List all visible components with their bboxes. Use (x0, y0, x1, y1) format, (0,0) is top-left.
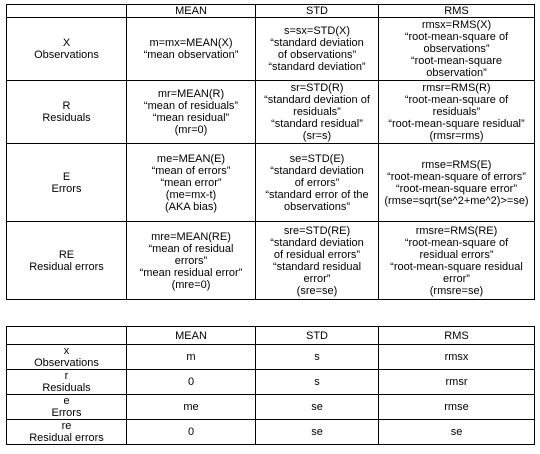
header-cell-std: STD (256, 5, 379, 18)
mean-cell: 0 (127, 420, 256, 445)
cell-line: error” (443, 272, 470, 285)
row-label-cell (7, 420, 127, 445)
cell-line: se=STD(E) (289, 152, 345, 165)
cell-line: (mr=0) (174, 124, 208, 136)
cell-line: observations” (283, 200, 351, 213)
row-symbol: E (62, 170, 71, 183)
row-symbol: RE (58, 248, 75, 261)
row-symbol: X (62, 37, 71, 49)
row-symbol: e (63, 395, 70, 407)
row-label-cell (7, 18, 127, 81)
definitions-table (6, 4, 535, 300)
cell-line: sre=STD(RE) (283, 224, 351, 237)
cell-line: rmsx=RMS(X) (421, 19, 492, 31)
cell-line: rmsre=RMS(RE) (415, 224, 498, 237)
cell-line: “standard error of the (265, 188, 369, 201)
row-name: Observations (34, 357, 99, 369)
cell-line: “root-mean-square residual (390, 260, 523, 273)
cell-line: “root-mean-square residual” (388, 118, 525, 130)
row-name: Errors (51, 407, 82, 419)
rms-cell (379, 144, 535, 222)
cell-line: errors” (174, 254, 208, 267)
table-row (7, 345, 535, 370)
std-cell (256, 144, 379, 222)
row-name: Residuals (42, 382, 91, 394)
cell-line: (sr=s) (302, 130, 332, 142)
cell-line: “standard deviation (270, 37, 364, 49)
cell-line: “root-mean-square of (404, 31, 509, 43)
cell-line: of errors” (294, 176, 340, 189)
table-row (7, 420, 535, 445)
std-cell (256, 81, 379, 144)
cell-line: mre=MEAN(RE) (151, 230, 231, 243)
table-row (7, 370, 535, 395)
header-cell-std: STD (256, 327, 379, 345)
std-cell (256, 222, 379, 300)
cell-line: observations” (423, 43, 490, 55)
std-cell: se (256, 420, 379, 445)
cell-line: “root-mean-square (410, 55, 503, 67)
header-cell-rms: RMS (379, 327, 535, 345)
row-name: Residual errors (29, 432, 104, 444)
row-label-cell (7, 144, 127, 222)
cell-line: “mean of residual (148, 242, 234, 255)
rms-cell: se (379, 420, 535, 445)
cell-line: residuals” (432, 106, 481, 118)
mean-cell (127, 18, 256, 81)
rms-cell (379, 222, 535, 300)
cell-line: “mean error” (160, 176, 222, 189)
cell-line: “mean residual error” (139, 266, 243, 279)
std-cell: s (256, 345, 379, 370)
table-row (7, 222, 535, 300)
row-name: Errors (51, 182, 82, 195)
cell-line: “root-mean-square of (404, 94, 509, 106)
cell-line: “mean of errors” (151, 164, 231, 177)
cell-line: residual errors” (419, 248, 494, 261)
rms-cell (379, 81, 535, 144)
table-row (7, 395, 535, 420)
cell-line: (rmsr=rms) (429, 130, 484, 142)
row-name: Residuals (42, 112, 91, 124)
table-row (7, 81, 535, 144)
cell-line: me=MEAN(E) (156, 152, 226, 165)
row-name: Observations (34, 49, 99, 61)
mean-cell (127, 144, 256, 222)
cell-line: “root-mean-square error” (395, 182, 518, 195)
row-symbol: r (64, 370, 69, 382)
cell-line: of residual errors” (273, 248, 361, 261)
header-cell-empty (7, 5, 127, 18)
cell-line: residuals” (293, 106, 341, 118)
cell-line: (AKA bias) (165, 200, 217, 213)
std-cell (256, 18, 379, 81)
cell-line: rmsr=RMS(R) (422, 82, 491, 94)
cell-line: error” (303, 272, 331, 285)
cell-line: observation” (426, 67, 487, 79)
cell-line: “root-mean-square of (404, 236, 509, 249)
cell-line: “root-mean-square of errors” (387, 170, 526, 183)
cell-line: “standard residual” (271, 118, 363, 130)
row-label-cell (7, 81, 127, 144)
cell-line: “standard deviation” (268, 61, 366, 73)
cell-line: mr=MEAN(R) (157, 88, 225, 100)
mean-cell (127, 81, 256, 144)
cell-line: “standard deviation (270, 164, 364, 177)
cell-line: (sre=se) (296, 284, 338, 297)
cell-line: (rmse=sqrt(se^2+me^2)>=se) (384, 194, 529, 207)
cell-line: “standard deviation (270, 236, 364, 249)
std-cell: se (256, 395, 379, 420)
cell-line: of observations” (277, 49, 357, 61)
header-cell-mean: MEAN (127, 327, 256, 345)
header-cell-empty (7, 327, 127, 345)
cell-line: “mean residual” (152, 112, 230, 124)
rms-cell: rmsr (379, 370, 535, 395)
row-symbol: R (62, 100, 71, 112)
cell-line: (mre=0) (171, 278, 211, 291)
table-row (7, 144, 535, 222)
summary-table (6, 326, 535, 445)
rms-cell: rmsx (379, 345, 535, 370)
cell-line: (me=mx-t) (165, 188, 217, 201)
cell-line: “standard residual (272, 260, 362, 273)
header-cell-rms: RMS (379, 5, 535, 18)
cell-line: s=sx=STD(X) (283, 25, 350, 37)
cell-line: sr=STD(R) (290, 82, 344, 94)
rms-cell: rmse (379, 395, 535, 420)
row-label-cell (7, 222, 127, 300)
row-symbol: x (63, 345, 70, 357)
row-label-cell (7, 345, 127, 370)
cell-line: m=mx=MEAN(X) (149, 37, 233, 49)
mean-cell: m (127, 345, 256, 370)
row-name: Residual errors (29, 260, 104, 273)
row-symbol: re (61, 420, 72, 432)
cell-line: “mean observation” (143, 49, 239, 61)
rms-cell (379, 18, 535, 81)
cell-line: rmse=RMS(E) (421, 158, 492, 171)
mean-cell (127, 222, 256, 300)
std-cell: s (256, 370, 379, 395)
row-label-cell (7, 370, 127, 395)
cell-line: “standard deviation of (264, 94, 370, 106)
mean-cell: me (127, 395, 256, 420)
cell-line: (rmsre=se) (429, 284, 484, 297)
table-row (7, 18, 535, 81)
header-cell-mean: MEAN (127, 5, 256, 18)
cell-line: “mean of residuals” (143, 100, 239, 112)
table-header-row (7, 5, 535, 18)
table-header-row (7, 327, 535, 345)
mean-cell: 0 (127, 370, 256, 395)
row-label-cell (7, 395, 127, 420)
